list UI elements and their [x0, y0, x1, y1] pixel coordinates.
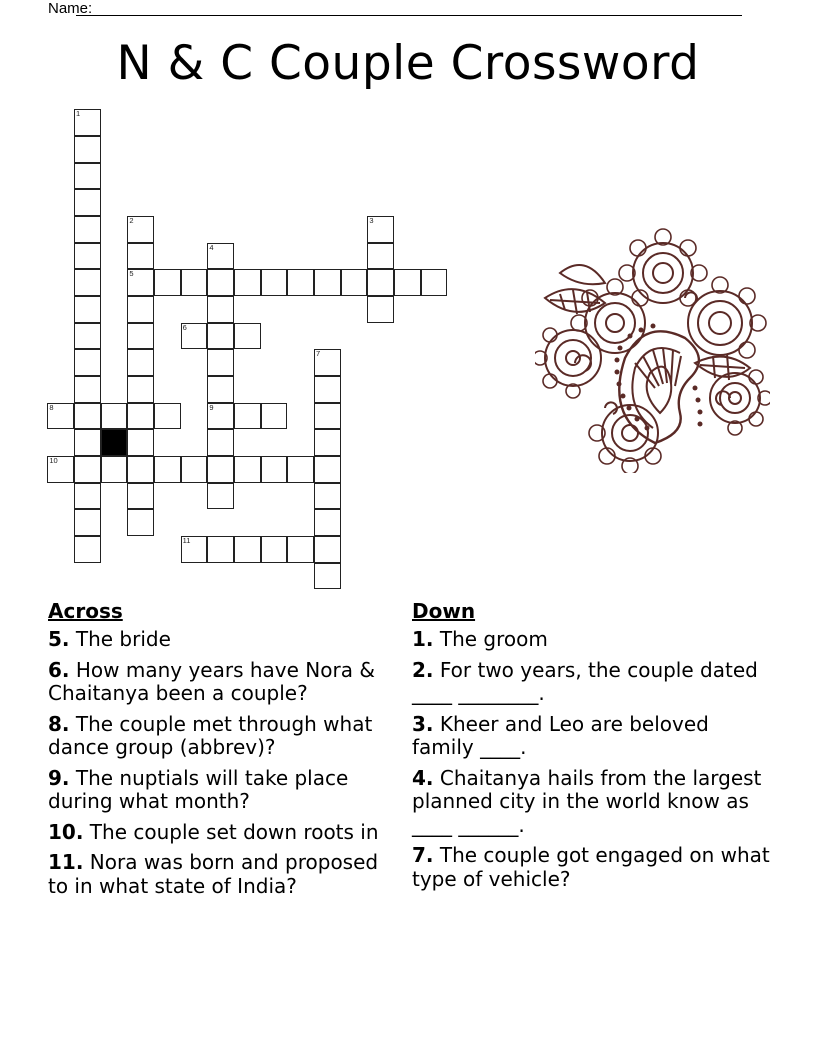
- crossword-cell[interactable]: [207, 296, 234, 323]
- name-input-line[interactable]: [76, 15, 742, 16]
- crossword-cell[interactable]: [74, 536, 101, 563]
- crossword-cell[interactable]: [127, 349, 154, 376]
- crossword-cell[interactable]: [74, 269, 101, 296]
- clue-number: 11.: [48, 850, 84, 874]
- down-clue: [412, 767, 772, 838]
- crossword-cell[interactable]: [127, 376, 154, 403]
- crossword-cell[interactable]: [101, 403, 128, 430]
- crossword-cell[interactable]: [207, 536, 234, 563]
- crossword-cell[interactable]: [74, 109, 101, 136]
- crossword-cell[interactable]: [154, 456, 181, 483]
- crossword-cell[interactable]: [181, 456, 208, 483]
- down-heading: Down: [412, 599, 476, 623]
- down-clue: [412, 713, 772, 760]
- crossword-cell[interactable]: [127, 403, 154, 430]
- crossword-cell[interactable]: [367, 296, 394, 323]
- clue-number: 5: [129, 269, 134, 279]
- clue-number: 1: [75, 109, 81, 119]
- clue-number: 4.: [412, 765, 434, 790]
- across-clue: [48, 713, 403, 760]
- crossword-cell[interactable]: [207, 429, 234, 456]
- crossword-cell[interactable]: [261, 269, 288, 296]
- crossword-cell[interactable]: [234, 536, 261, 563]
- across-clues: [48, 598, 403, 905]
- clue-number: 7: [316, 349, 321, 359]
- clue-text: The bride: [69, 627, 171, 651]
- crossword-cell[interactable]: [154, 269, 181, 296]
- crossword-cell[interactable]: [234, 456, 261, 483]
- clue-number: 7.: [412, 843, 434, 867]
- crossword-cell[interactable]: [261, 403, 288, 430]
- crossword-cell[interactable]: [181, 269, 208, 296]
- clue-text: The couple set down roots in: [83, 819, 379, 844]
- down-clue: [412, 844, 772, 891]
- page-title: N & C Couple Crossword: [116, 36, 700, 91]
- clue-number: 4: [209, 242, 214, 252]
- clue-number: 9.: [48, 765, 70, 790]
- across-clue: [48, 767, 403, 814]
- crossword-cell[interactable]: [394, 269, 421, 296]
- crossword-cell[interactable]: [47, 456, 74, 483]
- clue-text: Kheer and Leo are beloved family ____.: [412, 711, 709, 759]
- crossword-cell[interactable]: [314, 563, 341, 590]
- crossword-cell[interactable]: [74, 163, 101, 190]
- down-clues: [412, 598, 772, 898]
- crossword-cell[interactable]: [314, 269, 341, 296]
- crossword-cell[interactable]: [127, 509, 154, 536]
- clue-text: The couple got engaged on what type of vehicle?: [412, 843, 770, 891]
- across-clue: [48, 628, 403, 652]
- crossword-cell[interactable]: [287, 536, 314, 563]
- clue-number: 6.: [48, 657, 70, 682]
- clue-number: 3: [369, 215, 374, 225]
- clue-number: 8.: [48, 711, 70, 736]
- crossword-cell[interactable]: [367, 269, 394, 296]
- crossword-cell[interactable]: [207, 403, 234, 430]
- crossword-cell[interactable]: [127, 296, 154, 323]
- crossword-cell[interactable]: [47, 403, 74, 430]
- crossword-cell[interactable]: [127, 323, 154, 350]
- crossword-cell[interactable]: [74, 483, 101, 510]
- crossword-cell[interactable]: [74, 216, 101, 243]
- clue-text: Chaitanya hails from the largest planned city in the world know as ____ ______.: [412, 765, 762, 837]
- crossword-cell[interactable]: [314, 483, 341, 510]
- clue-number: 2.: [412, 657, 434, 682]
- crossword-cell[interactable]: [101, 456, 128, 483]
- crossword-cell[interactable]: [261, 456, 288, 483]
- crossword-cell[interactable]: [207, 483, 234, 510]
- clue-number: 8: [49, 402, 54, 412]
- across-clue: [48, 659, 403, 706]
- crossword-cell[interactable]: [127, 216, 154, 243]
- crossword-cell[interactable]: [74, 349, 101, 376]
- clue-text: How many years have Nora & Chaitanya been a couple?: [48, 657, 375, 705]
- crossword-cell[interactable]: [127, 243, 154, 270]
- clue-number: 6: [182, 322, 187, 332]
- crossword-cell[interactable]: [127, 483, 154, 510]
- crossword-cell[interactable]: [207, 269, 234, 296]
- crossword-cell[interactable]: [181, 536, 208, 563]
- crossword-cell[interactable]: [74, 243, 101, 270]
- crossword-cell[interactable]: [421, 269, 448, 296]
- crossword-cell[interactable]: [207, 323, 234, 350]
- clue-text: The couple met through what dance group (abbrev)?: [48, 711, 373, 759]
- crossword-cell[interactable]: [234, 269, 261, 296]
- crossword-cell[interactable]: [314, 403, 341, 430]
- across-clue: [48, 851, 403, 898]
- crossword-cell[interactable]: [74, 136, 101, 163]
- clue-number: 1.: [412, 627, 434, 651]
- crossword-cell[interactable]: [74, 456, 101, 483]
- crossword-cell[interactable]: [367, 243, 394, 270]
- clue-text: The nuptials will take place during what month?: [48, 765, 349, 813]
- crossword-cell[interactable]: [207, 349, 234, 376]
- clue-text: The groom: [433, 627, 548, 651]
- clue-number: 10.: [48, 819, 84, 844]
- clue-number: 5.: [48, 627, 70, 651]
- crossword-cell[interactable]: [234, 323, 261, 350]
- crossword-cell[interactable]: [261, 536, 288, 563]
- clue-text: Nora was born and proposed to in what state of India?: [48, 850, 379, 898]
- crossword-grid: [48, 110, 448, 590]
- crossword-cell[interactable]: [207, 376, 234, 403]
- clue-number: 10: [49, 456, 58, 466]
- crossword-cell[interactable]: [74, 189, 101, 216]
- black-cell: [101, 429, 128, 456]
- clue-number: 2: [129, 215, 134, 225]
- crossword-cell[interactable]: [287, 269, 314, 296]
- down-clue: [412, 659, 772, 706]
- crossword-cell[interactable]: [341, 269, 368, 296]
- across-heading: Across: [48, 599, 123, 623]
- crossword-cell[interactable]: [287, 456, 314, 483]
- crossword-cell[interactable]: [314, 429, 341, 456]
- crossword-cell[interactable]: [207, 243, 234, 270]
- crossword-cell[interactable]: [207, 456, 234, 483]
- crossword-cell[interactable]: [367, 216, 394, 243]
- crossword-cell[interactable]: [314, 376, 341, 403]
- crossword-cell[interactable]: [127, 456, 154, 483]
- crossword-cell[interactable]: [74, 429, 101, 456]
- crossword-cell[interactable]: [74, 509, 101, 536]
- clue-number: 11: [182, 536, 191, 546]
- clue-text: For two years, the couple dated ____ ________.: [412, 657, 758, 705]
- crossword-cell[interactable]: [74, 323, 101, 350]
- crossword-cell[interactable]: [127, 269, 154, 296]
- crossword-cell[interactable]: [314, 456, 341, 483]
- crossword-cell[interactable]: [314, 509, 341, 536]
- crossword-cell[interactable]: [74, 403, 101, 430]
- down-clue: [412, 628, 772, 652]
- crossword-cell[interactable]: [314, 349, 341, 376]
- crossword-cell[interactable]: [154, 403, 181, 430]
- name-label: Name:: [48, 0, 93, 17]
- crossword-cell[interactable]: [181, 323, 208, 350]
- clue-number: 3.: [412, 711, 434, 736]
- crossword-cell[interactable]: [74, 296, 101, 323]
- crossword-cell[interactable]: [234, 403, 261, 430]
- clue-number: 9: [209, 402, 214, 412]
- across-clue: [48, 821, 403, 845]
- crossword-cell[interactable]: [74, 376, 101, 403]
- henna-flower-icon: [535, 228, 770, 473]
- crossword-cell[interactable]: [314, 536, 341, 563]
- crossword-cell[interactable]: [127, 429, 154, 456]
